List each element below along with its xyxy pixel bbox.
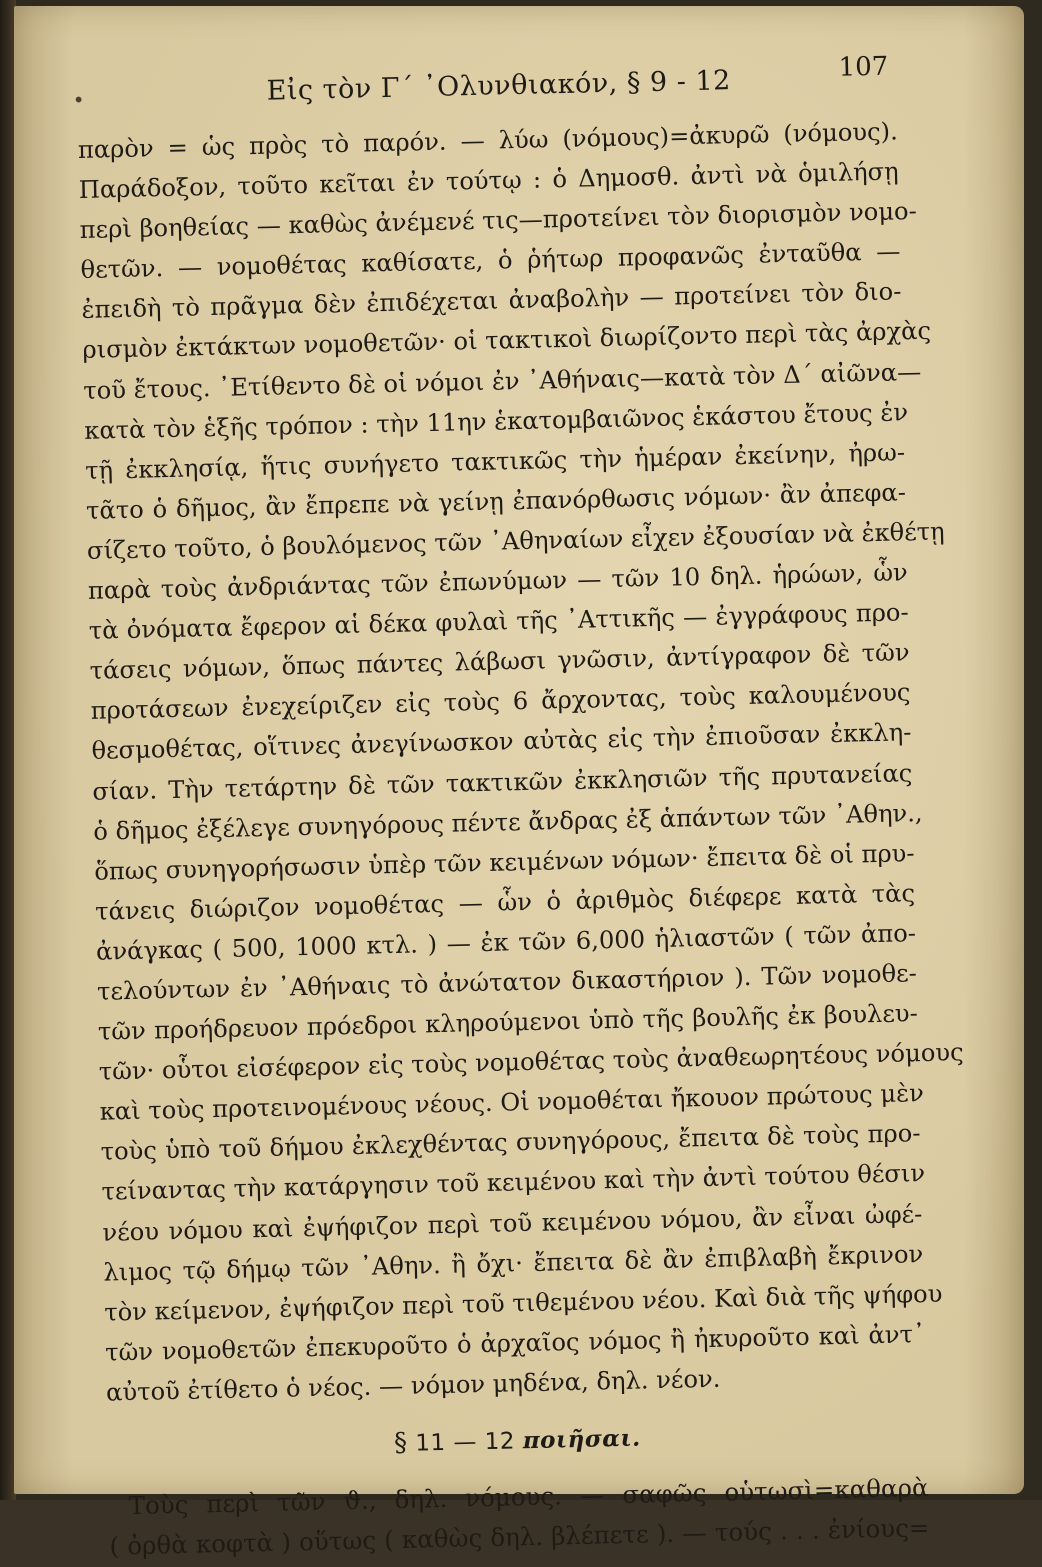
text-line: τᾶτο ὁ δῆμος, ἂν ἔπρεπε νὰ γείνῃ ἐπανόρθωσις νόμων· ἂν ἀπεφα- [85,478,907,525]
text-line: ἐπειδὴ τὸ πρᾶγμα δὲν ἐπιδέχεται ἀναβολὴν — προτείνει τὸν διο- [81,277,902,325]
text-line: καὶ τοὺς προτεινομένους νέους. Οἱ νομοθέται ἤκουον πρώτους μὲν [99,1079,925,1126]
text-line: Τοὺς περὶ τῶν ϑ., δηλ. νόμους. — σαφῶς οὑτωσὶ=καθαρὰ [128,1473,929,1521]
header-dot-icon: • [72,87,85,113]
section-heading [107,1416,927,1465]
text-line: προτάσεων ἐνεχείριζεν εἰς τοὺς 6 ἄρχοντας, τοὺς καλουμένους [90,678,911,726]
text-line: θεσμοθέτας, οἵτινες ἀνεγίνωσκον αὐτὰς εἰς τὴν ἐπιοῦσαν ἐκκλη- [91,718,912,766]
text-line: τείναντας τὴν κατάργησιν τοῦ κειμένου καὶ τὴν ἀντὶ τούτου θέσιν [101,1159,926,1207]
text-line: νέου νόμου καὶ ἐψήφιζον περὶ τοῦ κειμένου νόμου, ἂν εἶναι ὠφέ- [102,1199,923,1247]
text-line: τῶν· οὗτοι εἰσέφερον εἰς τοὺς νομοθέτας τοὺς ἀναθεωρητέους νόμους [98,1038,964,1086]
text-line: περὶ βοηθείας — καθὼς ἀνέμενέ τις—προτείνει τὸν διορισμὸν νομο- [79,197,918,245]
text-line: τοῦ ἔτους. ᾿Ετίθεντο δὲ οἱ νόμοι ἐν ᾿Αθήναις—κατὰ τὸν Δ΄ αἰῶνα— [83,357,922,405]
text-line: τελούντων ἐν ᾿Αθήναις τὸ ἀνώτατον δικαστήριον ). Τῶν νομοθε- [96,959,918,1006]
section-symbol: § [393,1427,408,1459]
text-line: τῶν νομοθετῶν ἐπεκυροῦτο ὁ ἀρχαῖος νόμος ἢ ἠκυροῦτο καὶ ἀντ᾿ [104,1319,926,1367]
section-word: ποιῆσαι. [522,1424,641,1455]
text-line: σίζετο τοῦτο, ὁ βουλόμενος τῶν ᾿Αθηναίων εἶχεν ἐξουσίαν νὰ ἐκθέτῃ [86,517,945,565]
book-page [14,6,1024,1561]
page-header [72,47,897,122]
text-line: ὅπως συνηγορήσωσιν ὑπὲρ τῶν κειμένων νόμων· ἔπειτα δὲ οἱ πρυ- [93,838,915,886]
text-line: παρὸν = ὡς πρὸς τὸ παρόν. — λύω (νόμους)=ἀκυρῶ (νόμους). [77,117,899,164]
section-range: 11 — 12 [415,1428,516,1457]
text-line: ὁ δῆμος ἐξέλεγε συνηγόρους πέντε ἄνδρας ἐξ ἁπάντων τῶν ᾿Αθην., [93,798,923,846]
text-line: ( ὀρθὰ κοφτὰ ) οὕτως ( καθὼς δηλ. βλέπετε ). — τούς . . . ἐνίους= [109,1513,930,1561]
text-line: ρισμὸν ἐκτάκτων νομοθετῶν· οἱ τακτικοὶ διωρίζοντο περὶ τὰς ἀρχὰς [82,317,932,365]
text-line: κατὰ τὸν ἑξῆς τρόπον : τὴν 11ην ἑκατομβαιῶνος ἑκάστου ἔτους ἐν [83,397,909,445]
text-line: τὰ ὀνόματα ἔφερον αἱ δέκα φυλαὶ τῆς ᾿Αττικῆς — ἐγγράφους προ- [88,598,909,645]
text-line: τάνεις διώριζον νομοθέτας — ὧν ὁ ἀριθμὸς διέφερε κατὰ τὰς [94,878,916,926]
text-line: τοὺς ὑπὸ τοῦ δήμου ἐκλεχθέντας συνηγόρους, ἔπειτα δὲ τοὺς προ- [100,1119,921,1167]
running-title: Εἰς τὸν Γ´ ᾿Ολυνθιακόν, § 9 - 12 [266,65,732,107]
text-line: Παράδοξον, τοῦτο κεῖται ἐν τούτῳ : ὁ Δημοσθ. ἀντὶ νὰ ὁμιλήσῃ [78,157,899,205]
text-block [72,47,964,1561]
text-line: τῶν προήδρευον πρόεδροι κληρούμενοι ὑπὸ τῆς βουλῆς ἐκ βουλευ- [97,999,919,1046]
tail-body [108,1468,930,1567]
commentary-body [77,111,964,1412]
text-line: παρὰ τοὺς ἀνδριάντας τῶν ἐπωνύμων — τῶν 10 δηλ. ἡρώων, ὧν [87,558,909,605]
text-line: τῇ ἐκκλησίᾳ, ἥτις συνήγετο τακτικῶς τὴν ἡμέραν ἐκείνην, ἠρω- [84,438,906,485]
text-line: σίαν. Τὴν τετάρτην δὲ τῶν τακτικῶν ἐκκλησιῶν τῆς πρυτανείας [92,758,913,806]
page-number: 107 [838,51,889,83]
text-line: τάσεις νόμων, ὅπως πάντες λάβωσι γνῶσιν, ἀντίγραφον δὲ τῶν [89,638,910,686]
text-line: τὸν κείμενον, ἐψήφιζον περὶ τοῦ τιθεμένου νέου. Καὶ διὰ τῆς ψήφου [103,1279,943,1327]
text-line: θετῶν. — νομοθέτας καθίσατε, ὁ ῥήτωρ προφανῶς ἐνταῦθα — [80,237,901,285]
text-line: λιμος τῷ δήμῳ τῶν ᾿Αθην. ἢ ὄχι· ἔπειτα δὲ ἂν ἐπιβλαβὴ ἔκρινον [103,1239,924,1287]
text-line: ἀνάγκας ( 500, 1000 κτλ. ) — ἐκ τῶν 6,000 ἡλιαστῶν ( τῶν ἀπο- [95,919,917,966]
text-line: αὐτοῦ ἐτίθετο ὁ νέος. — νόμον μηδένα, δηλ. νέον. [105,1364,721,1407]
